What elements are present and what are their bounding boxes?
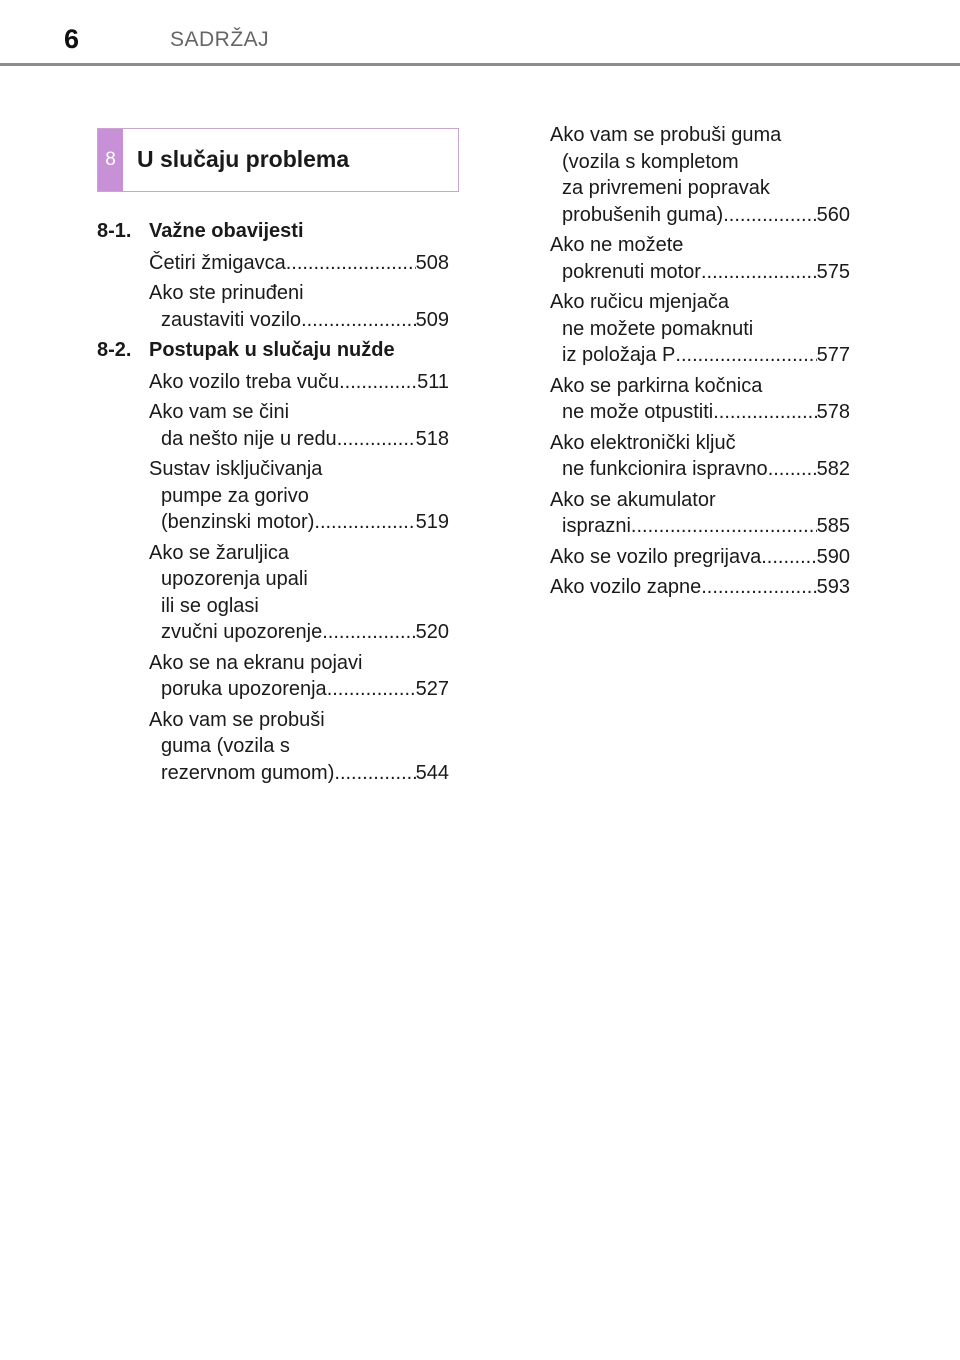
toc-entry[interactable] bbox=[550, 544, 850, 571]
toc-entry[interactable] bbox=[550, 430, 850, 483]
toc-entry-last-line bbox=[550, 544, 850, 571]
dot-leader bbox=[337, 426, 416, 453]
toc-entry-line: da nešto nije u redu bbox=[161, 427, 337, 450]
toc-entry[interactable] bbox=[550, 232, 850, 285]
toc-page-number: 508 bbox=[415, 251, 449, 274]
toc-entry-line: ne možete pomaknuti bbox=[562, 317, 754, 340]
toc-entry-last-line bbox=[149, 676, 449, 703]
subsection-title: Važne obavijesti bbox=[149, 220, 304, 242]
toc-entry-line: Ako vam se probuši guma bbox=[550, 124, 782, 146]
toc-entry-line: Ako vozilo treba vuču bbox=[149, 370, 340, 393]
toc-entry[interactable] bbox=[550, 487, 850, 540]
toc-entry-line: Ako elektronički ključ bbox=[550, 431, 736, 454]
toc-entry-line: Ako se žaruljica bbox=[149, 541, 290, 564]
toc-entry-last-line bbox=[550, 456, 850, 483]
toc-entry[interactable] bbox=[149, 456, 449, 536]
toc-entry[interactable] bbox=[149, 280, 449, 333]
toc-entry-last-line bbox=[550, 259, 850, 286]
toc-entry-line: probušenih guma) bbox=[562, 203, 724, 226]
toc-page-number: 519 bbox=[415, 511, 449, 533]
toc-page-number: 560 bbox=[816, 203, 850, 226]
subsection-heading bbox=[97, 337, 449, 364]
toc-entry[interactable] bbox=[550, 289, 850, 369]
toc-entry-line: Ako ručicu mjenjača bbox=[550, 291, 729, 313]
toc-page-number: 575 bbox=[816, 260, 850, 283]
dot-leader bbox=[327, 676, 416, 703]
section-heading bbox=[97, 128, 459, 192]
dot-leader bbox=[301, 307, 416, 334]
toc-page-number: 518 bbox=[415, 427, 449, 450]
toc-entry[interactable] bbox=[550, 574, 850, 601]
toc-entry-line: Ako se vozilo pregrijava bbox=[550, 545, 762, 568]
toc-entry-line: Ako vam se probuši bbox=[149, 708, 325, 731]
toc-entry-line: rezervnom gumom) bbox=[161, 761, 335, 784]
toc-entry-last-line bbox=[550, 399, 850, 426]
toc-entry-line: ne može otpustiti bbox=[562, 401, 714, 423]
dot-leader bbox=[322, 619, 415, 646]
subsection-entries bbox=[149, 369, 449, 787]
toc-entry-last-line bbox=[550, 202, 850, 229]
dot-leader bbox=[314, 509, 415, 536]
toc-entry-line: Ako se parkirna kočnica bbox=[550, 374, 763, 397]
toc-entry-line: pumpe za gorivo bbox=[161, 484, 309, 507]
toc-entry-last-line bbox=[149, 509, 449, 536]
toc-entry[interactable] bbox=[550, 122, 850, 228]
toc-entry[interactable] bbox=[149, 540, 449, 646]
dot-leader bbox=[768, 456, 817, 483]
page-header bbox=[0, 0, 960, 68]
toc-entry-line: ili se oglasi bbox=[161, 594, 259, 617]
toc-entry-line: isprazni bbox=[562, 515, 631, 537]
dot-leader bbox=[723, 202, 816, 229]
toc-entry-last-line bbox=[550, 342, 850, 369]
toc-entry-last-line bbox=[550, 513, 850, 540]
toc-entry-line: Ako vam se čini bbox=[149, 401, 290, 423]
toc-entry-line: Ako se na ekranu pojavi bbox=[149, 651, 363, 674]
dot-leader bbox=[339, 369, 417, 396]
section-number-tab: 8 bbox=[98, 129, 123, 191]
toc-page-number: 544 bbox=[415, 761, 449, 784]
toc-page-number: 585 bbox=[816, 515, 850, 537]
toc-entry-line: pokrenuti motor bbox=[562, 260, 701, 283]
toc-entry-last-line bbox=[149, 250, 449, 277]
toc-entry-line: Ako ste prinuđeni bbox=[149, 282, 304, 304]
dot-leader bbox=[701, 259, 817, 286]
toc-entry-line: (vozila s kompletom bbox=[562, 150, 739, 173]
dot-leader bbox=[631, 513, 817, 540]
section-title: U slučaju problema bbox=[137, 146, 350, 172]
toc-entry-line: Ako ne možete bbox=[550, 234, 684, 256]
header-title: SADRŽAJ bbox=[170, 28, 270, 51]
toc-page-number: 527 bbox=[415, 678, 449, 700]
dot-leader bbox=[701, 574, 816, 601]
toc-entry[interactable] bbox=[149, 369, 449, 396]
toc-entry[interactable] bbox=[149, 399, 449, 452]
toc-entry-line: Ako vozilo zapne bbox=[550, 576, 702, 598]
toc-page-number: 520 bbox=[415, 621, 449, 643]
toc-entry[interactable] bbox=[550, 373, 850, 426]
toc-entry-line: poruka upozorenja bbox=[161, 678, 327, 700]
toc-entry[interactable] bbox=[149, 707, 449, 787]
subsection-number: 8-2. bbox=[97, 339, 132, 361]
subsection-heading bbox=[97, 218, 449, 245]
toc-page-number: 509 bbox=[415, 308, 449, 331]
dot-leader bbox=[713, 399, 816, 426]
toc-entry-line: Ako se akumulator bbox=[550, 488, 716, 511]
subsection-entries bbox=[149, 250, 449, 334]
toc-entry[interactable] bbox=[149, 250, 449, 277]
dot-leader bbox=[761, 544, 816, 571]
subsection-number: 8-1. bbox=[97, 220, 132, 242]
toc-entry-line: guma (vozila s bbox=[161, 735, 290, 757]
toc-entry-line: iz položaja P bbox=[562, 344, 676, 366]
toc-entry-line: (benzinski motor) bbox=[161, 511, 315, 533]
toc-entry-line: ne funkcionira ispravno bbox=[562, 458, 768, 480]
toc-page-number: 582 bbox=[816, 458, 850, 480]
dot-leader bbox=[675, 342, 816, 369]
toc-page-number: 511 bbox=[417, 370, 449, 393]
toc-right-column bbox=[550, 122, 850, 605]
toc-page-number: 593 bbox=[816, 576, 850, 598]
toc-entry-last-line bbox=[149, 426, 449, 453]
dot-leader bbox=[286, 250, 416, 277]
toc-entry-line: za privremeni popravak bbox=[562, 177, 770, 199]
toc-entry-line: zvučni upozorenje bbox=[161, 621, 323, 643]
toc-entry-line: Sustav isključivanja bbox=[149, 458, 323, 480]
toc-entry-line: zaustaviti vozilo bbox=[161, 308, 302, 331]
dot-leader bbox=[334, 760, 415, 787]
toc-entry-line: Četiri žmigavca bbox=[149, 251, 286, 274]
header-divider bbox=[0, 63, 960, 66]
toc-entry-last-line bbox=[550, 574, 850, 601]
toc-left-column bbox=[97, 218, 449, 790]
toc-entry-last-line bbox=[149, 619, 449, 646]
toc-entry[interactable] bbox=[149, 650, 449, 703]
toc-page-number: 590 bbox=[816, 545, 850, 568]
toc-entry-last-line bbox=[149, 307, 449, 334]
toc-page-number: 578 bbox=[816, 401, 850, 423]
toc-entry-last-line bbox=[149, 760, 449, 787]
toc-entry-line: upozorenja upali bbox=[161, 568, 308, 590]
subsection-title: Postupak u slučaju nužde bbox=[149, 339, 395, 361]
toc-entry-last-line bbox=[149, 369, 449, 396]
page-number: 6 bbox=[64, 24, 80, 54]
toc-page-number: 577 bbox=[816, 344, 850, 366]
